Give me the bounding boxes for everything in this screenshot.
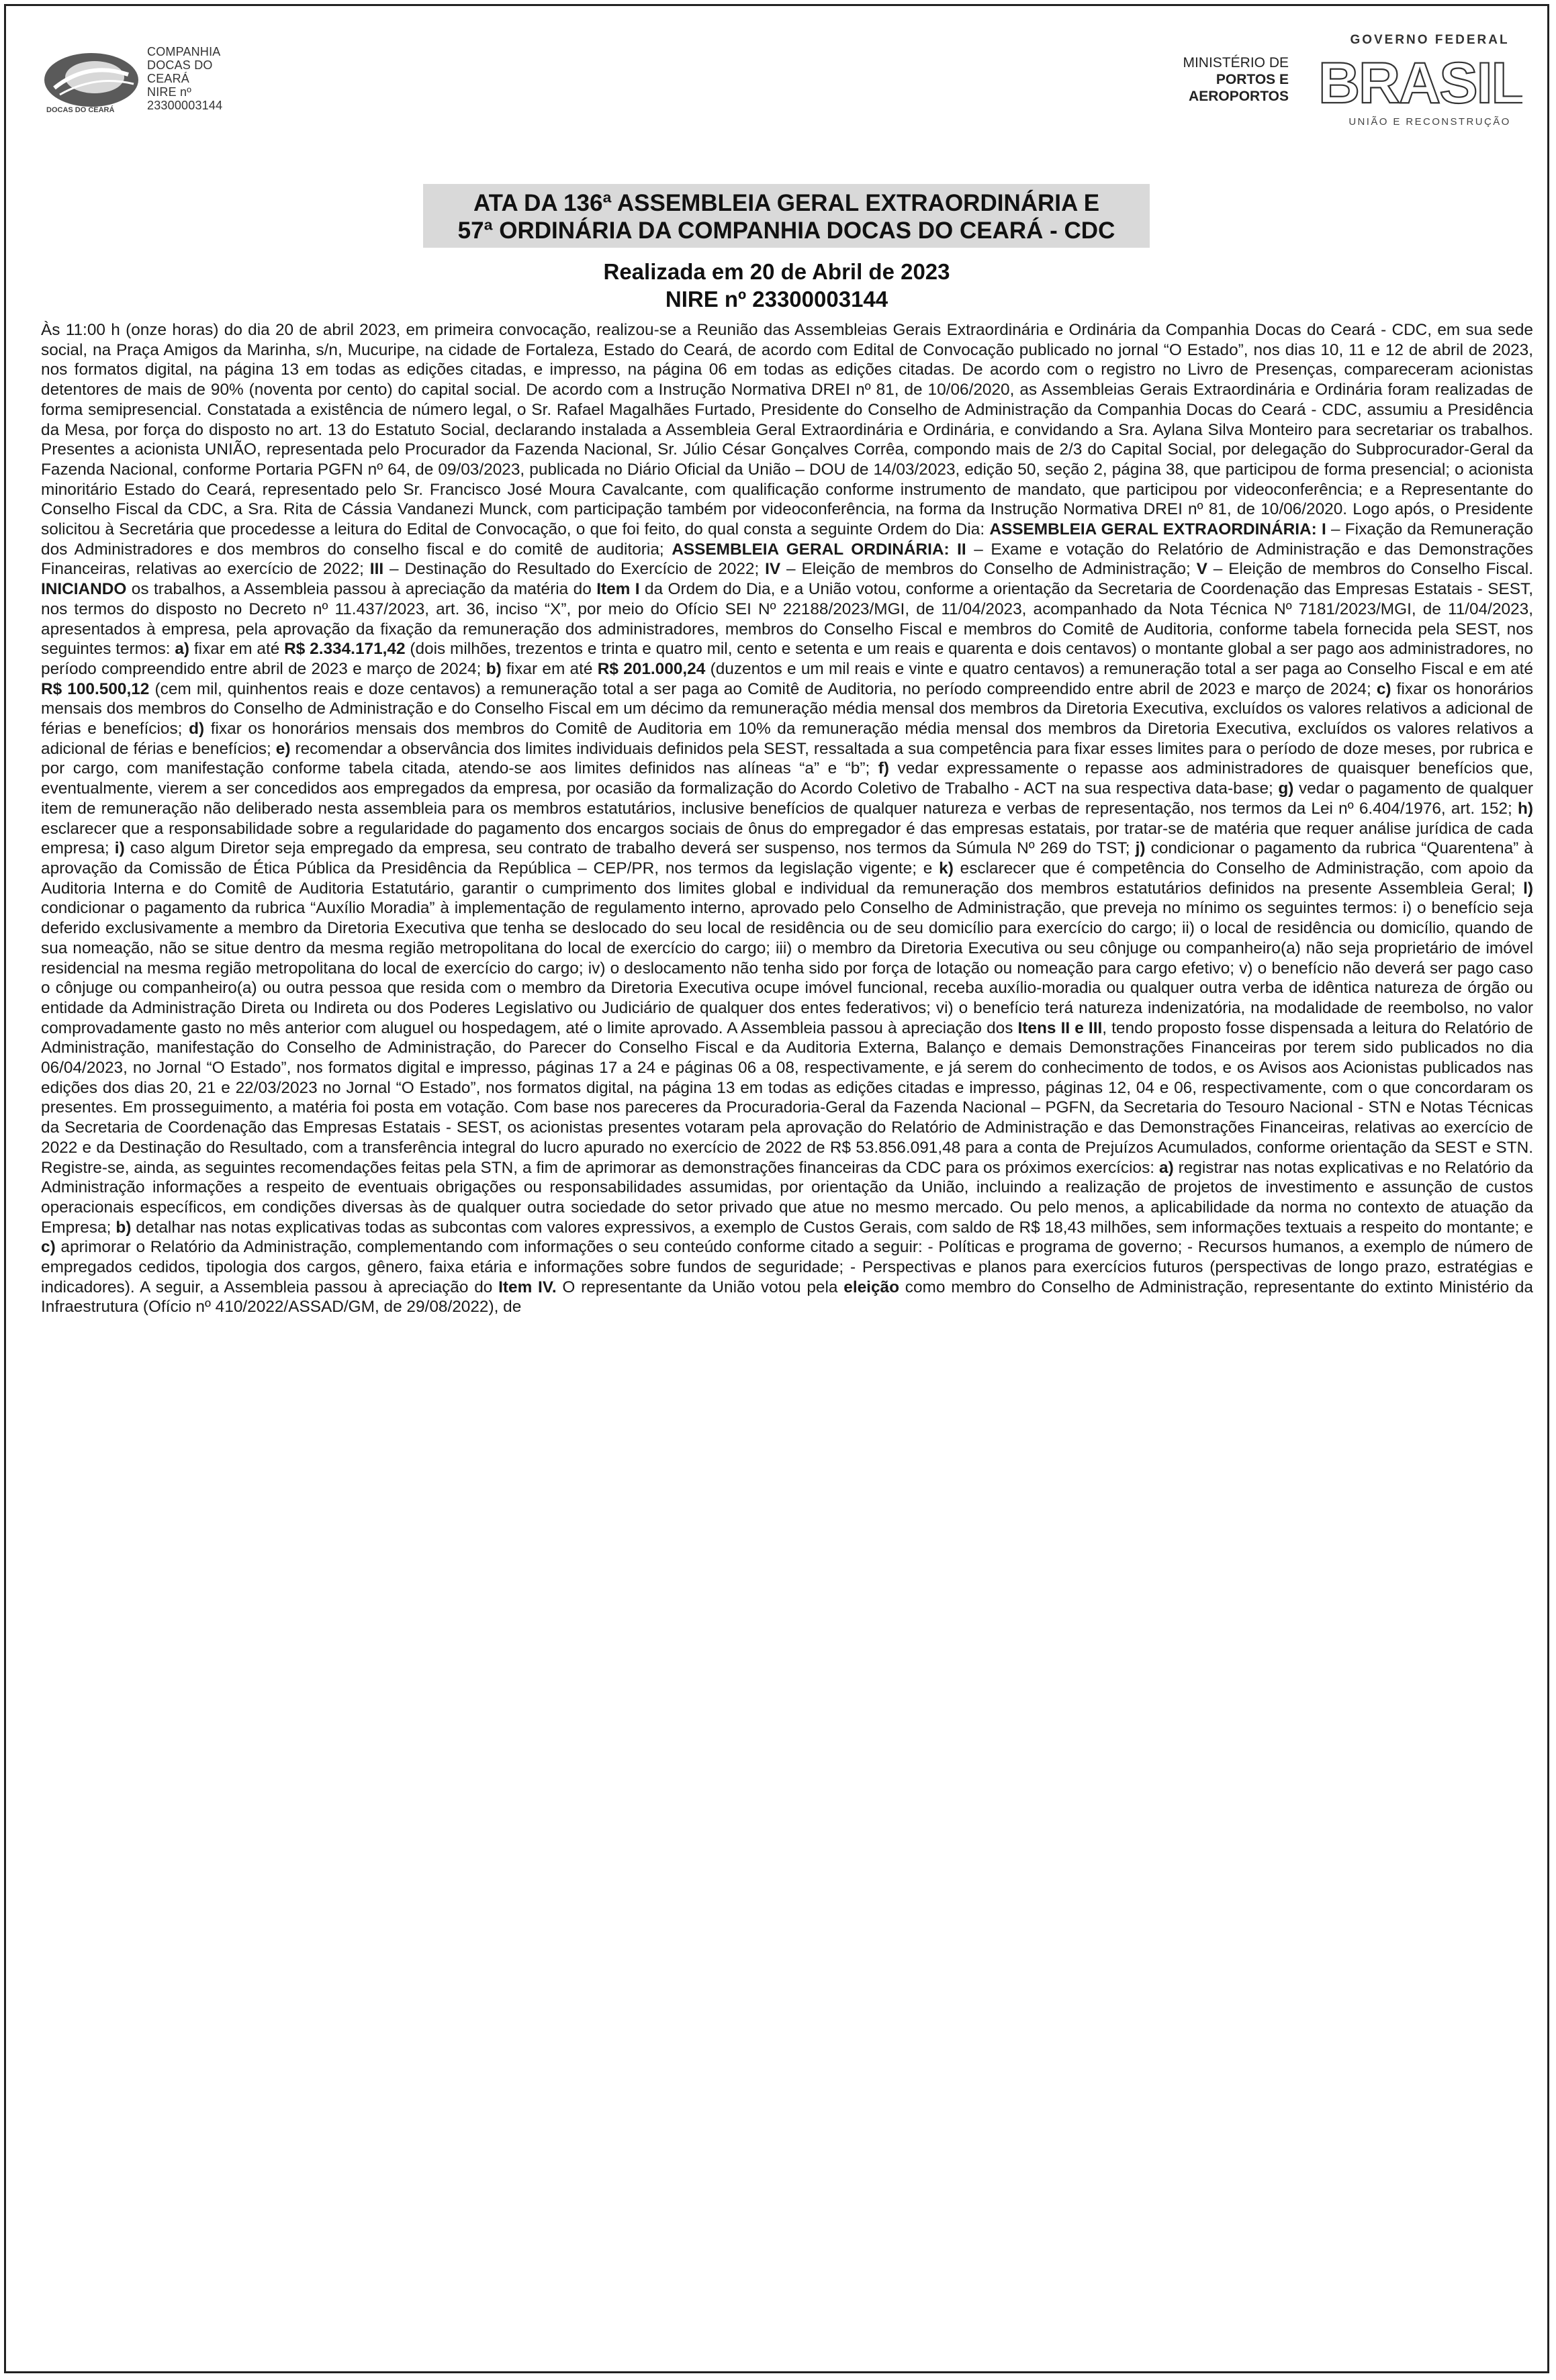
company-line: DOCAS DO — [147, 58, 213, 72]
document-title — [423, 184, 1150, 248]
body-text: registrar nas notas explicativas e no Relatório da Administração informações a respeito de eventuais obrigações ou responsabilidades assumidas, por orientação da União, incluindo a realização de projetos de investimento e assunção de custos operacionais específicos, em condições diversas às de qualquer outra sociedade do setor privado que atue no mesmo mercado. Ou pelo menos, a aplicabilidade da norma no contexto de atuação da Empresa; — [41, 1158, 1534, 1237]
brasil-logo — [1321, 53, 1522, 109]
body-text: (dois milhões, trezentos e trinta e quatro mil, cento e setenta e um reais e quarenta e dois centavos) o montante global a ser pago aos administradores, no período compreendido entre abril de 2023 e março de 2024; — [41, 640, 1533, 678]
body-bold: e) — [275, 739, 291, 758]
body-bold: d) — [189, 720, 205, 739]
brasil-logo-icon — [1321, 53, 1522, 109]
body-bold: III — [369, 560, 384, 579]
ministry-line: AEROPORTOS — [1189, 89, 1289, 104]
subtitle-date: Realizada em 20 de Abril de 2023 — [603, 259, 950, 284]
body-text: caso algum Diretor seja empregado da empresa, seu contrato de trabalho deverá ser suspenso, nos termos da Súmula Nº 269 do TST; — [124, 839, 1136, 858]
company-logo-caption: DOCAS DO CEARÁ — [46, 106, 115, 114]
subtitle-nire: NIRE nº 23300003144 — [665, 287, 888, 312]
body-text: (duzentos e um mil reais e vinte e quatro centavos) a remuneração total a ser paga ao Conselho Fiscal e em até — [705, 659, 1533, 678]
body-text: como membro do Conselho de Administração, representante do extinto Ministério da Infraestrutura (Ofício nº 410/2022/ASSAD/GM, de 29/08/2022), de — [41, 1278, 1533, 1317]
company-line: CEARÁ — [147, 72, 190, 85]
company-line: COMPANHIA — [147, 45, 221, 58]
company-logo — [41, 48, 142, 115]
body-bold: V — [1196, 560, 1207, 579]
body-text: esclarecer que a responsabilidade sobre a regularidade do pagamento dos encargos sociais de ônus do empregador é das empresas estatais, por tratar-se de matéria que requer análise jurídica de cada empresa; — [41, 819, 1533, 858]
body-text: condicionar o pagamento da rubrica “Quarentena” à aprovação da Comissão de Ética Pública da Presidência da República – CEP/PR, nos termos da legislação vigente; e — [41, 839, 1533, 877]
ministry-name — [1148, 54, 1289, 105]
body-text: – Eleição de membros do Conselho de Administração; — [780, 560, 1197, 579]
company-info — [147, 45, 222, 112]
body-text: condicionar o pagamento da rubrica “Auxílio Moradia” à implementação de regulamento interno, aprovado pelo Conselho de Administração, que preveja no mínimo os seguintes termos: i) o benefício seja deferido exclusivamente a membro da Diretoria Executiva que tenha se deslocado do seu local de residência ou de seu domicílio para exercício do cargo; ii) o local de residência ou domicílio, quando de sua nomeação, não se situe dentro da mesma região metropolitana do local de exercício do cargo; iii) o membro da Diretoria Executiva ou seu cônjuge ou companheiro(a) não seja proprietário de imóvel residencial na mesma região metropolitana do local de exercício do cargo; iv) o deslocamento não tenha sido por força de lotação ou nomeação para cargo efetivo; v) o benefício não deverá ser pago caso o cônjuge ou companheiro(a) ou outra pessoa que resida com o membro da Diretoria Executiva ocupe imóvel funcional, receba auxílio-moradia ou qualquer outra verba de idêntica natureza de órgão ou entidade da Administração Direta ou Indireta ou dos Poderes Legislativo ou Judiciário de qualquer dos entes federativos; vi) o benefício terá natureza indenizatória, na modalidade de reembolso, no valor comprovadamente gasto no mês anterior com aluguel ou hospedagem, até o limite aprovado. A Assembleia passou à apreciação dos — [41, 899, 1533, 1037]
body-text: da Ordem do Dia, e a União votou, conforme a orientação da Secretaria de Coordenação das Empresas Estatais - SEST, nos termos do disposto no Decreto nº 11.437/2023, art. 36, inciso “X”, por meio do Ofício SEI Nº 22188/2023/MGI, de 11/04/2023, acompanhado da Nota Técnica Nº 7181/2023/MGI, de 11/04/2023, apresentados à empresa, pela aprovação da fixação da remuneração dos administradores, membros do Conselho Fiscal e membros do Comitê de Auditoria, conforme tabela fornecida pela SEST, nos seguintes termos: — [41, 580, 1533, 659]
body-text: fixar os honorários mensais dos membros do Comitê de Auditoria em 10% da remuneração média mensal dos membros da Diretoria Executiva, excluídos os valores relativos a adicional de férias e benefícios; — [41, 720, 1533, 758]
body-bold: IV — [765, 560, 781, 579]
body-bold: R$ 100.500,12 — [41, 679, 150, 698]
body-text: vedar expressamente o repasse aos administradores de quaisquer benefícios que, eventualmente, vierem a ser concedidos aos empregados da empresa, por ocasião da formalização do Acordo Coletivo de Trabalho - ACT na sua respectiva data-base; — [41, 759, 1533, 798]
body-bold: R$ 201.000,24 — [597, 659, 706, 678]
body-text: fixar em até — [189, 640, 285, 659]
body-text: – Exame e votação do Relatório de Administração e das Demonstrações Financeiras, relativas ao exercício de 2022; — [41, 540, 1533, 579]
body-bold: c) — [41, 1238, 56, 1257]
body-text: esclarecer que é competência do Conselho de Administração, com apoio da Auditoria Interna e do Comitê de Auditoria Estatutário, garantir o cumprimento dos limites global e individual da remuneração dos membros estatutários definidos na presente Assembleia Geral; — [41, 859, 1533, 898]
minutes-body — [41, 320, 1533, 1317]
body-text: – Destinação do Resultado do Exercício de 2022; — [383, 560, 766, 579]
body-text: fixar em até — [501, 659, 598, 678]
body-bold: ASSEMBLEIA GERAL ORDINÁRIA: II — [672, 540, 966, 559]
body-bold: INICIANDO — [41, 580, 127, 599]
body-text: O representante da União votou pela — [556, 1278, 844, 1296]
brasil-logo-word: BRASIL — [1321, 53, 1522, 109]
body-text: os trabalhos, a Assembleia passou à apreciação da matéria do — [126, 580, 597, 599]
body-bold: a) — [1159, 1158, 1174, 1177]
body-bold: c) — [1376, 679, 1391, 698]
body-bold: h) — [1517, 799, 1533, 818]
body-bold: l) — [1523, 879, 1533, 898]
body-bold: g) — [1278, 779, 1294, 798]
body-bold: a) — [175, 640, 190, 659]
body-bold: b) — [486, 659, 502, 678]
body-text: detalhar nas notas explicativas todas as subcontas com valores expressivos, a exemplo de Custos Gerais, com saldo de R$ 18,43 milhões, sem informações textuais a respeito do montante; e — [131, 1218, 1533, 1237]
body-text: (cem mil, quinhentos reais e doze centavos) a remuneração total a ser paga ao Comitê de Auditoria, no período compreendido entre abril de 2023 e março de 2024; — [149, 679, 1377, 698]
body-bold: R$ 2.334.171,42 — [284, 640, 406, 659]
body-text: fixar os honorários mensais dos membros do Conselho de Administração e do Conselho Fiscal em um décimo da remuneração média mensal dos membros da Diretoria Executiva, excluídos os valores relativos a adicional de férias e benefícios; — [41, 679, 1534, 739]
body-bold: Item IV. — [498, 1278, 557, 1296]
body-bold: k) — [939, 859, 954, 877]
body-bold: j) — [1135, 839, 1146, 858]
company-line: NIRE nº — [147, 85, 191, 99]
body-paragraph — [41, 320, 1533, 1317]
body-text: aprimorar o Relatório da Administração, complementando com informações o seu conteúdo conforme citado a seguir: - Políticas e programa de governo; - Recursos humanos, a exemplo de número de empregados cedidos, tipologia dos cargos, gênero, faixa etária e informações sobre fundos de seguridade; - Perspectivas e planos para exercícios futuros (perspectivas de longo prazo, estratégias e indicadores). A seguir, a Assembleia passou à apreciação do — [41, 1238, 1533, 1296]
body-text: – Fixação da Remuneração dos Administradores e dos membros do conselho fiscal e do comitê de auditoria; — [41, 520, 1533, 559]
body-bold: eleição — [843, 1278, 899, 1296]
body-text: recomendar a observância dos limites individuais definidos pela SEST, ressaltada a sua competência para fixar esses limites para o período de doze meses, por rubrica e por cargo, com manifestação conforme tabela citada, atendo-se aos limites definidos nas alíneas “a” e “b”; — [41, 739, 1533, 778]
document-page — [4, 4, 1549, 2373]
body-bold: Item I — [596, 580, 640, 599]
gov-title: GOVERNO FEDERAL — [1350, 33, 1510, 47]
company-logo-icon — [41, 48, 142, 115]
body-bold: f) — [878, 759, 890, 778]
title-line-1: ATA DA 136ª ASSEMBLEIA GERAL EXTRAORDINÁRIA E — [473, 190, 1100, 216]
body-bold: i) — [114, 839, 125, 858]
body-text: – Eleição de membros do Conselho Fiscal. — [1207, 560, 1533, 579]
title-line-2: 57ª ORDINÁRIA DA COMPANHIA DOCAS DO CEARÁ - CDC — [457, 218, 1115, 244]
body-bold: Itens II e III — [1017, 1018, 1103, 1037]
ministry-line: PORTOS E — [1216, 72, 1289, 87]
body-text: vedar o pagamento de qualquer item de remuneração não deliberado nesta assembleia para os membros estatutários, inclusive benefícios de qualquer natureza e verbas de representação, nos termos da Lei nº 6.404/1976, art. 152; — [41, 779, 1533, 818]
document-subtitle — [6, 258, 1547, 313]
body-text: Às 11:00 h (onze horas) do dia 20 de abril 2023, em primeira convocação, realizou-se a Reunião das Assembleias Gerais Extraordinária e Ordinária da Companhia Docas do Ceará - CDC, em sua sede social, na Praça Amigos da Marinha, s/n, Mucuripe, na cidade de Fortaleza, Estado do Ceará, de acordo com Edital de Convocação publicado no jornal “O Estado”, nos dias 10, 11 e 12 de abril de 2023, nos formatos digital, na página 13 em todas as edições citadas, e impresso, na página 06 em todas as edições citadas. De acordo com o registro no Livro de Presenças, compareceram acionistas detentores de mais de 90% (noventa por cento) do capital social. De acordo com a Instrução Normativa DREI nº 81, de 10/06/2020, as Assembleias Gerais Extraordinária e Ordinária foram realizadas de forma semipresencial. Constatada a existência de número legal, o Sr. Rafael Magalhães Furtado, Presidente do Conselho de Administração da Companhia Docas do Ceará - CDC, assumiu a Presidência da Mesa, por força do disposto no art. 13 do Estatuto Social, declarando instalada a Assembleia Geral Extraordinária e Ordinária, e convidando a Sra. Aylana Silva Monteiro para secretariar os trabalhos. Presentes a acionista UNIÃO, representada pelo Procurador da Fazenda Nacional, Sr. Júlio César Gonçalves Corrêa, compondo mais de 2/3 do Capital Social, por delegação do Subprocurador-Geral da Fazenda Nacional, conforme Portaria PGFN nº 64, de 09/03/2023, publicada no Diário Oficial da União – DOU de 14/03/2023, edição 50, seção 2, página 38, que participou de forma presencial; o acionista minoritário Estado do Ceará, representado pelo Sr. Francisco José Moura Cavalcante, com qualificação conforme instrumento de mandato, que participou por videoconferência; e a Representante do Conselho Fiscal da CDC, a Sra. Rita de Cássia Vandanezi Munck, com participação também por videoconferência, na forma da Instrução Normativa DREI nº 81, de 10/06/2020. Logo após, o Presidente solicitou à Secretária que procedesse a leitura do Edital de Convocação, o que foi feito, do qual consta a seguinte Ordem do Dia: — [41, 321, 1533, 539]
body-bold: ASSEMBLEIA GERAL EXTRAORDINÁRIA: I — [989, 520, 1326, 539]
ministry-line: MINISTÉRIO DE — [1183, 55, 1289, 70]
company-line: 23300003144 — [147, 99, 223, 112]
body-text: , tendo proposto fosse dispensada a leitura do Relatório de Administração, manifestação do Conselho de Administração, do Parecer do Conselho Fiscal e da Auditoria Externa, Balanço e demais Demonstrações Financeiras por terem sido publicados no dia 06/04/2023, no Jornal “O Estado”, nos formatos digital e impresso, páginas 17 a 24 e páginas 06 a 08, respectivamente, e já serem do conhecimento de todos, e os Avisos aos Acionistas publicados nas edições dos dias 20, 21 e 22/03/2023 no Jornal “O Estado”, nos formatos digital, na página 13 em todas as edições citadas e impresso, páginas 12, 04 e 06, respectivamente, com o que concordaram os presentes. Em prosseguimento, a matéria foi posta em votação. Com base nos pareceres da Procuradoria-Geral da Fazenda Nacional – PGFN, da Secretaria do Tesouro Nacional - STN e Notas Técnicas da Secretaria de Coordenação das Empresas Estatais - SEST, os acionistas presentes votaram pela aprovação do Relatório de Administração e das Demonstrações Financeiras, relativas ao exercício de 2022 e da Destinação do Resultado, com a transferência integral do lucro apurado no exercício de 2022 de R$ 53.856.091,48 para a conta de Prejuízos Acumulados, conforme orientação da SEST e STN. Registre-se, ainda, as seguintes recomendações feitas pela STN, a fim de aprimorar as demonstrações financeiras da CDC para os próximos exercícios: — [41, 1018, 1533, 1177]
gov-subtitle: UNIÃO E RECONSTRUÇÃO — [1348, 116, 1511, 128]
body-bold: b) — [116, 1218, 132, 1237]
